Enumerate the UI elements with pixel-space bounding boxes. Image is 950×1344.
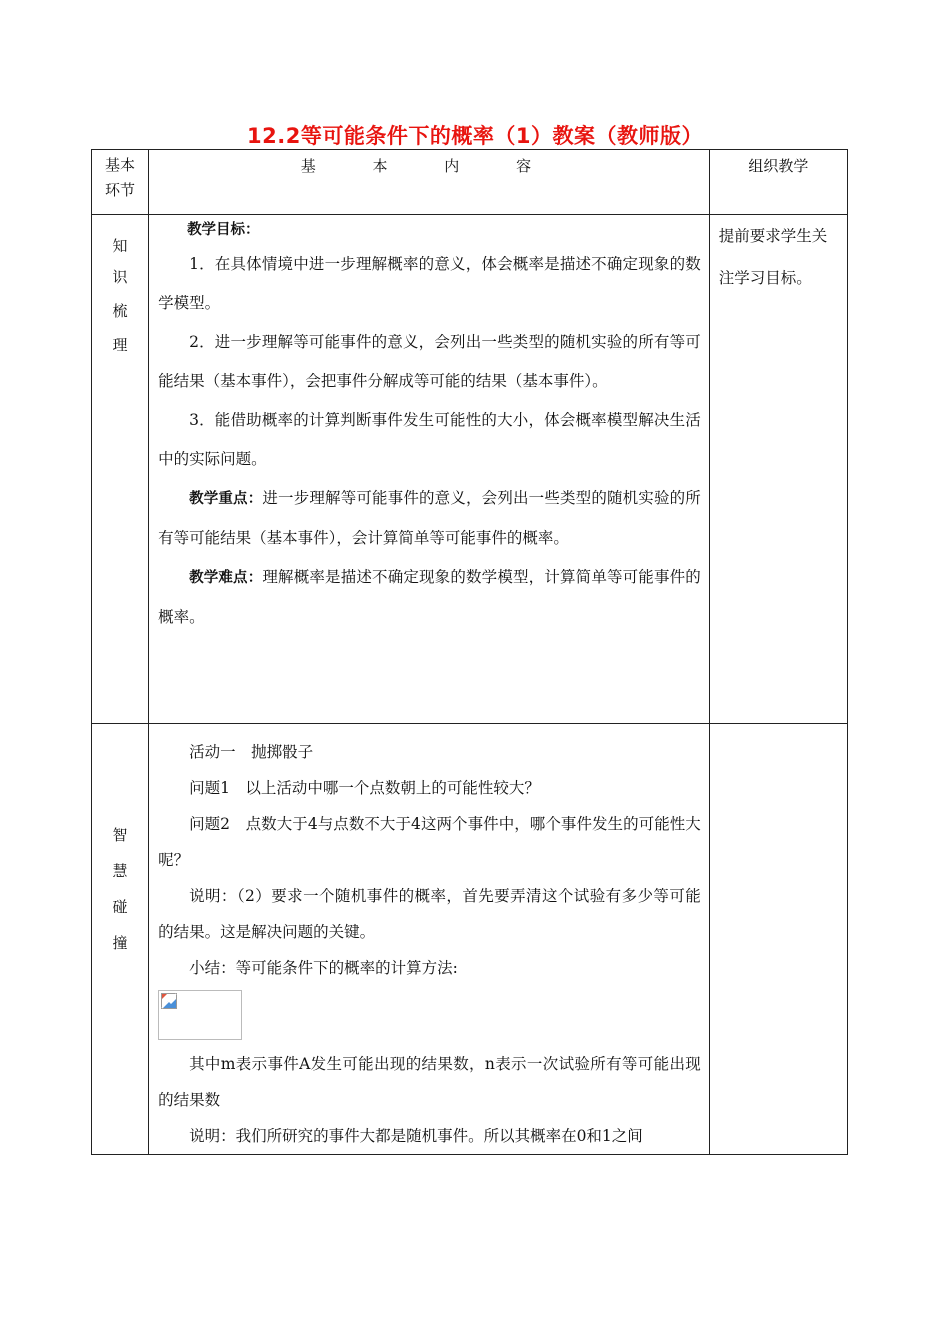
activity-title: 活动一 抛掷骰子 bbox=[189, 743, 314, 761]
organize-note-2 bbox=[709, 724, 847, 1155]
header-basic-stage-line1: 基本 bbox=[105, 156, 136, 174]
formula-explanation: 其中m表示事件A发生可能出现的结果数，n表示一次试验所有等可能出现的结果数 bbox=[158, 1055, 701, 1109]
goal-3: 3．能借助概率的计算判断事件发生可能性的大小，体会概率模型解决生活中的实际问题。 bbox=[158, 411, 701, 468]
label-char: 撞 bbox=[112, 934, 128, 952]
wisdom-collision-label bbox=[92, 724, 149, 1155]
label-char: 理 bbox=[112, 336, 128, 354]
document-title: 12.2等可能条件下的概率（1）教案（教师版） bbox=[247, 124, 703, 148]
goal-2: 2．进一步理解等可能事件的意义，会列出一些类型的随机实验的所有等可能结果（基本事件），会把事件分解成等可能的结果（基本事件）。 bbox=[158, 333, 701, 390]
label-char: 梳 bbox=[112, 302, 128, 320]
label-char: 智 bbox=[112, 826, 128, 844]
table-header-row bbox=[92, 150, 848, 215]
knowledge-review-label bbox=[92, 215, 149, 724]
question-1: 问题1 以上活动中哪一个点数朝上的可能性较大？ bbox=[189, 779, 540, 797]
label-char: 碰 bbox=[112, 898, 128, 916]
label-char: 知 bbox=[112, 237, 128, 255]
summary: 小结：等可能条件下的概率的计算方法: bbox=[189, 959, 458, 977]
formula-image-placeholder bbox=[158, 990, 242, 1040]
label-char: 慧 bbox=[112, 862, 128, 880]
label-char: 识 bbox=[112, 268, 128, 286]
key-points-text: 进一步理解等可能事件的意义，会列出一些类型的随机实验的所有等可能结果（基本事件），会计算简单等可能事件的概率。 bbox=[158, 489, 701, 547]
broken-image-icon bbox=[161, 993, 177, 1009]
header-basic-stage-line2: 环节 bbox=[105, 181, 136, 199]
header-organize-teaching: 组织教学 bbox=[709, 150, 847, 215]
wisdom-collision-content bbox=[149, 724, 710, 1155]
knowledge-review-row bbox=[92, 215, 848, 724]
lesson-plan-table bbox=[91, 149, 848, 1155]
organize-note: 提前要求学生关注学习目标。 bbox=[709, 215, 847, 724]
key-points-label: 教学重点： bbox=[189, 491, 263, 507]
wisdom-collision-row bbox=[92, 724, 848, 1155]
explanation-1: 说明：（2）要求一个随机事件的概率，首先要弄清这个试验有多少等可能的结果。这是解决问题的关键。 bbox=[158, 887, 701, 941]
difficulties-label: 教学难点： bbox=[189, 570, 263, 586]
knowledge-review-content bbox=[149, 215, 710, 724]
header-basic-stage bbox=[92, 150, 149, 215]
teaching-difficulties bbox=[158, 558, 701, 637]
difficulties-text: 理解概率是描述不确定现象的数学模型，计算简单等可能事件的概率。 bbox=[158, 568, 701, 626]
header-basic-content: 基 本 内 容 bbox=[149, 150, 710, 215]
question-2: 问题2 点数大于4与点数不大于4这两个事件中，哪个事件发生的可能性大呢？ bbox=[158, 815, 701, 869]
goal-1: 1．在具体情境中进一步理解概率的意义，体会概率是描述不确定现象的数学模型。 bbox=[158, 255, 701, 312]
teaching-goals-heading: 教学目标： bbox=[187, 222, 260, 238]
explanation-2: 说明：我们所研究的事件大都是随机事件。所以其概率在0和1之间 bbox=[189, 1127, 643, 1145]
teaching-key-points bbox=[158, 479, 701, 558]
